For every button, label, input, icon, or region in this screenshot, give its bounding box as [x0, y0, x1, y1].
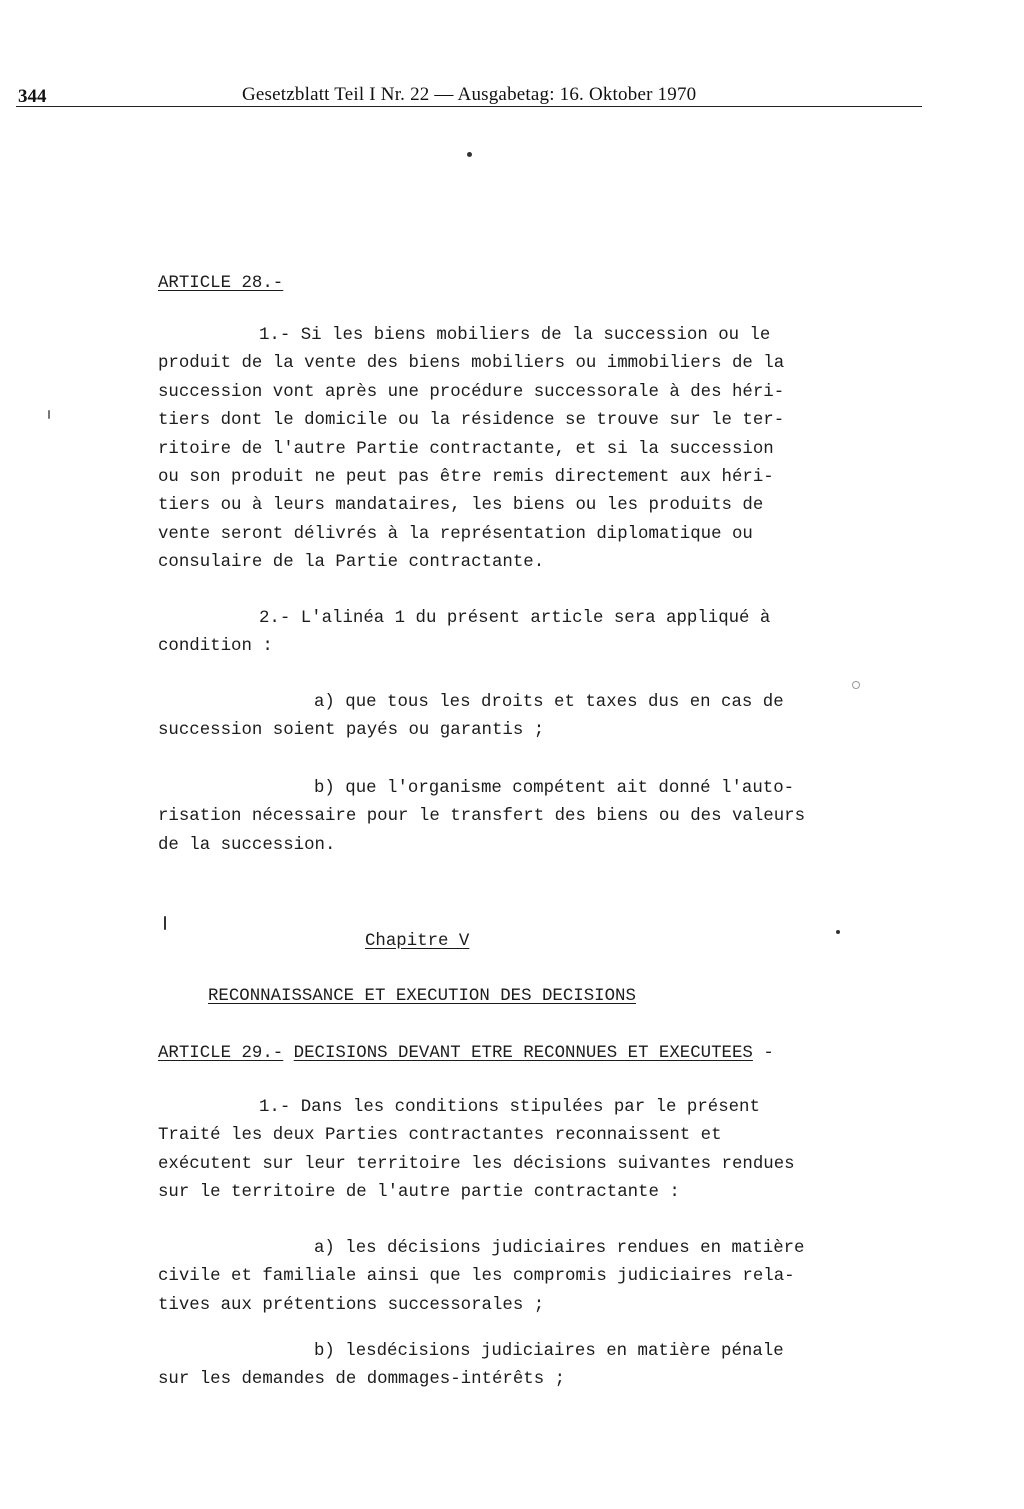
article-28-paragraph-1-text: 1.- Si les biens mobiliers de la succession ou le produit de la vente des biens mobiliers ou immobiliers de la succession vont après une procédure successorale à des héri- tiers dont le domicile ou la résidence se trouve sur le ter- ritoire de l'autre Partie contractante, et si la succession ou son produit ne peut pas être remis directement aux héri- tiers ou à leurs mandataires, les biens ou les produits de vente seront délivrés à la représentation diplomatique ou consulaire de la Partie contractante.: [158, 326, 785, 573]
header-rule: [16, 106, 922, 107]
article-29-item-b-text: b) lesdécisions judiciaires en matière pénale sur les demandes de dommages-intérêts ;: [158, 1342, 784, 1390]
article-28-item-b: [158, 775, 818, 860]
article-29-item-b: [158, 1338, 818, 1395]
scan-speck: [164, 916, 166, 930]
scan-speck: [48, 410, 50, 419]
article-29-heading-line: [158, 1040, 818, 1068]
article-28-item-b-text: b) que l'organisme compétent ait donné l'auto- risation nécessaire pour le transfert des biens ou des valeurs de la succession.: [158, 779, 806, 855]
scan-speck: [836, 930, 840, 934]
gazette-title: Gesetzblatt Teil I Nr. 22 — Ausgabetag: 16. Oktober 1970: [242, 84, 697, 105]
scan-speck: [852, 681, 860, 689]
article-28-paragraph-2: [158, 605, 818, 662]
article-29-heading-title: DECISIONS DEVANT ETRE RECONNUES ET EXECUTEES: [293, 1044, 753, 1063]
article-28-paragraph-1: [158, 322, 818, 578]
chapter-label: Chapitre V: [365, 932, 470, 951]
article-29-item-a-text: a) les décisions judiciaires rendues en matière civile et familiale ainsi que les compromis judiciaires rela- tives aux prétentions successorales ;: [158, 1239, 805, 1315]
article-29-paragraph-1: [158, 1094, 818, 1208]
article-28-item-a-text: a) que tous les droits et taxes dus en cas de succession soient payés ou garantis ;: [158, 693, 784, 741]
scan-speck: [467, 152, 472, 157]
article-28-paragraph-2-text: 2.- L'alinéa 1 du présent article sera appliqué à condition :: [158, 609, 771, 657]
chapter-title: RECONNAISSANCE ET EXECUTION DES DECISIONS: [208, 987, 636, 1006]
article-29-heading-dash: -: [763, 1044, 774, 1063]
article-29-heading: ARTICLE 29.-: [158, 1044, 284, 1063]
article-28-item-a: [158, 689, 818, 746]
article-29-item-a: [158, 1235, 818, 1320]
page-number: 344: [18, 86, 47, 107]
article-28-heading: ARTICLE 28.-: [158, 274, 284, 293]
article-29-paragraph-1-text: 1.- Dans les conditions stipulées par le présent Traité les deux Parties contractantes reconnaissent et exécutent sur leur territoire les décisions suivantes rendues sur le territoire de l'autre partie contractante :: [158, 1098, 795, 1203]
